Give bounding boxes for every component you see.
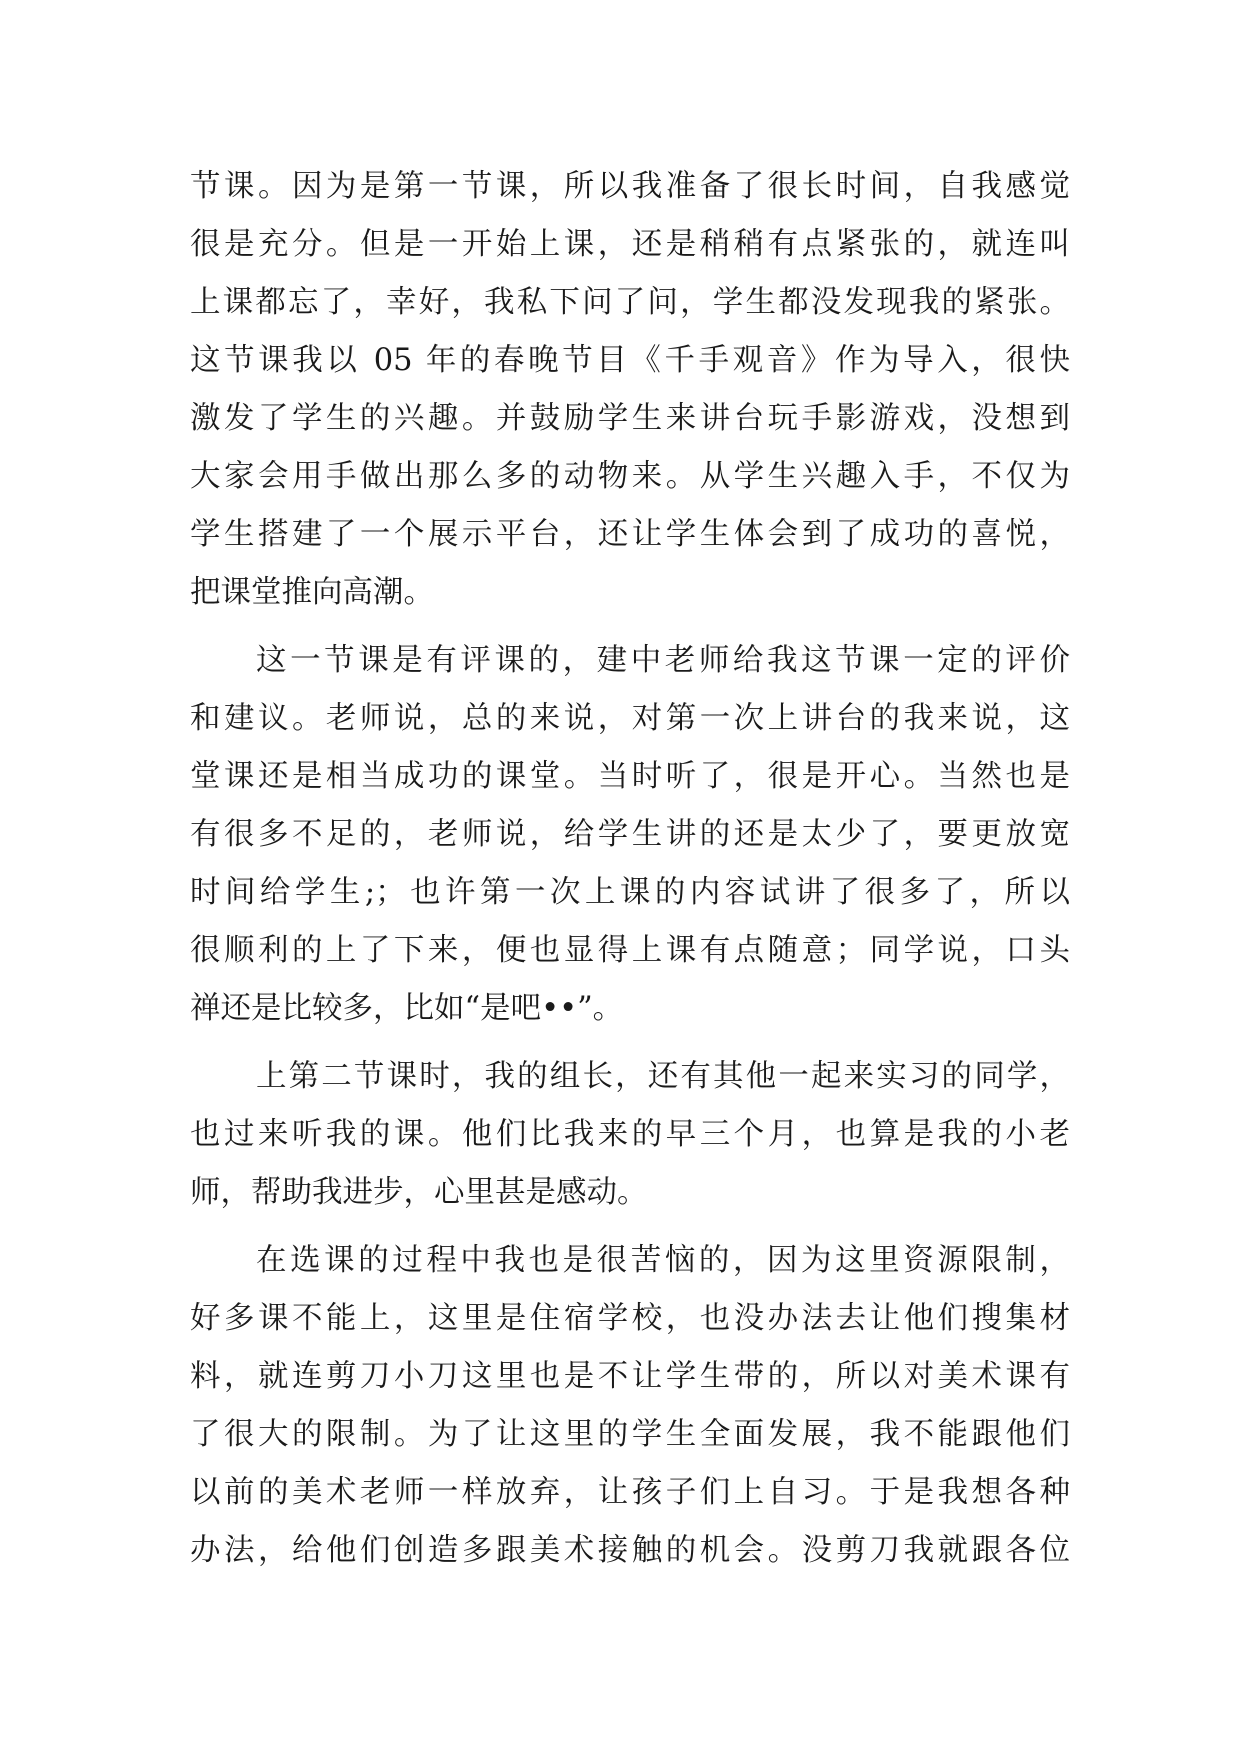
text-line: 师，帮助我进步，心里甚是感动。 <box>190 1175 648 1210</box>
text-line: 了很大的限制。为了让这里的学生全面发展，我不能跟他们 <box>190 1417 1070 1452</box>
text-line: 很顺利的上了下来，便也显得上课有点随意；同学说，口头 <box>190 933 1070 968</box>
paragraph-spacer <box>190 622 1070 632</box>
text-line: 以前的美术老师一样放弃，让孩子们上自习。于是我想各种 <box>190 1475 1070 1510</box>
text-line: 料，就连剪刀小刀这里也是不让学生带的，所以对美术课有 <box>190 1359 1070 1394</box>
text-line: 上课都忘了，幸好，我私下问了问，学生都没发现我的紧张。 <box>190 285 1070 320</box>
text-line: 有很多不足的，老师说，给学生讲的还是太少了，要更放宽 <box>190 817 1070 852</box>
paragraph-spacer <box>190 1222 1070 1232</box>
text-line: 禅还是比较多，比如“是吧••”。 <box>190 991 624 1026</box>
text-line: 学生搭建了一个展示平台，还让学生体会到了成功的喜悦， <box>190 517 1070 552</box>
paragraph-1 <box>190 158 1070 622</box>
text-line: 好多课不能上，这里是住宿学校，也没办法去让他们搜集材 <box>190 1301 1070 1336</box>
text-line: 节课。因为是第一节课，所以我准备了很长时间，自我感觉 <box>190 169 1070 204</box>
text-line: 和建议。老师说，总的来说，对第一次上讲台的我来说，这 <box>190 701 1070 736</box>
text-line: 这一节课是有评课的，建中老师给我这节课一定的评价 <box>256 643 1070 678</box>
text-line: 很是充分。但是一开始上课，还是稍稍有点紧张的，就连叫 <box>190 227 1070 262</box>
paragraph-4 <box>190 1232 1070 1580</box>
text-line: 激发了学生的兴趣。并鼓励学生来讲台玩手影游戏，没想到 <box>190 401 1070 436</box>
paragraph-3 <box>190 1048 1070 1222</box>
text-line: 堂课还是相当成功的课堂。当时听了，很是开心。当然也是 <box>190 759 1070 794</box>
text-line: 大家会用手做出那么多的动物来。从学生兴趣入手，不仅为 <box>190 459 1070 494</box>
text-line: 上第二节课时，我的组长，还有其他一起来实习的同学， <box>256 1059 1070 1094</box>
text-line: 办法，给他们创造多跟美术接触的机会。没剪刀我就跟各位 <box>190 1533 1070 1568</box>
text-line: 也过来听我的课。他们比我来的早三个月，也算是我的小老 <box>190 1117 1070 1152</box>
text-line: 把课堂推向高潮。 <box>190 575 434 610</box>
paragraph-spacer <box>190 1038 1070 1048</box>
text-line: 这节课我以 05 年的春晚节目《千手观音》作为导入，很快 <box>190 343 1070 378</box>
text-line: 时间给学生;；也许第一次上课的内容试讲了很多了，所以 <box>190 875 1070 910</box>
paragraph-2 <box>190 632 1070 1038</box>
document-body <box>190 158 1070 1580</box>
text-line: 在选课的过程中我也是很苦恼的，因为这里资源限制， <box>256 1243 1070 1278</box>
